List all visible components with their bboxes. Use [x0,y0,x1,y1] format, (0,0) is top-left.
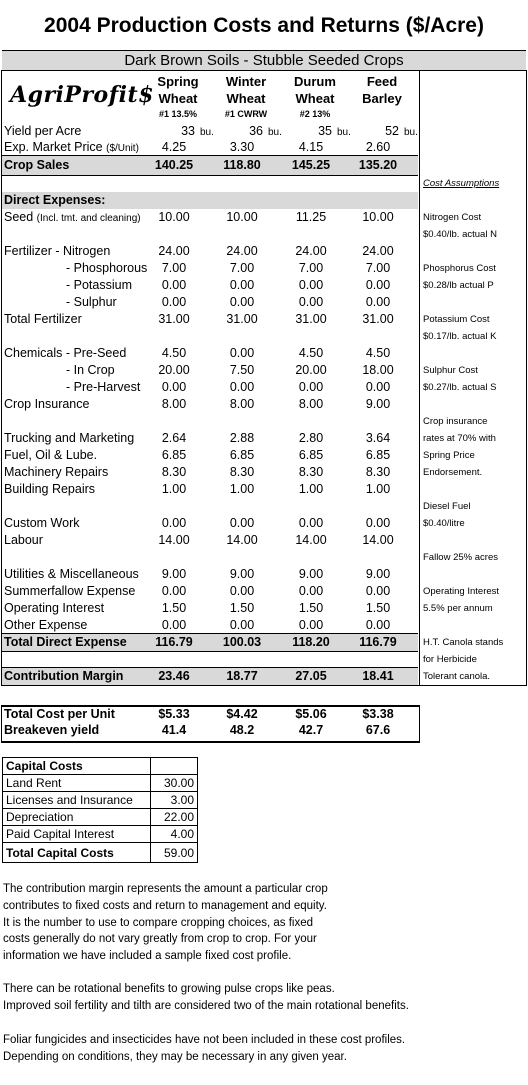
expense-value: 1.50 [298,601,324,615]
expense-value: 8.00 [298,397,324,411]
cost-assumption-line: Sulphur Cost [423,365,478,376]
row-divider [2,651,418,652]
total-direct-label: Total Direct Expense [4,635,127,649]
crop-sales-value: 135.20 [358,158,398,172]
expense-label: Fuel, Oil & Lube. [4,448,98,462]
cost-assumption-line: Operating Interest [423,586,500,597]
expense-value: 0.00 [229,618,255,632]
expense-value: 2.64 [161,431,187,445]
cost-assumption-line: H.T. Canola stands [423,637,504,648]
contribution-value: 27.05 [295,669,327,683]
paragraph: There can be rotational benefits to growing pulse crops like peas. Improved soil fertility and tilth are considered two of the main rotational benefits. [3,983,409,1012]
expense-value: 7.50 [229,363,255,377]
market-price-value: 2.60 [365,140,391,154]
yield-value: 33 [181,124,195,138]
contribution-value: 23.46 [158,669,190,683]
yield-unit: bu. [200,127,214,138]
expense-value: 10.00 [362,210,394,224]
expense-value: 6.85 [365,448,391,462]
expense-value: 8.00 [229,397,255,411]
capital-cost-label: Paid Capital Interest [2,825,151,843]
crop-sales-value: 140.25 [154,158,194,172]
expense-value: 7.00 [365,261,391,275]
expense-value: 4.50 [161,346,187,360]
expense-value: 2.88 [229,431,255,445]
expense-value: 20.00 [295,363,327,377]
expense-label: Labour [4,533,43,547]
cost-assumption-line: Endorsement. [423,467,483,478]
expense-value: 0.00 [161,295,187,309]
total-direct-value: 118.20 [292,635,330,649]
cost-assumption-line: Fallow 25% acres [423,552,498,563]
expense-value: 0.00 [161,516,187,530]
expense-label: Operating Interest [4,601,105,615]
total-direct-value: 116.79 [359,635,397,649]
column-header-line2: Wheat [226,91,266,106]
total-cost-per-unit-label: Total Cost per Unit [4,707,115,721]
cost-assumption-line: $0.40/litre [423,518,465,529]
expense-value: 1.00 [229,482,255,496]
expense-value: 24.00 [295,244,327,258]
expense-value: 0.00 [161,584,187,598]
expense-value: 1.50 [229,601,255,615]
capital-cost-label: Licenses and Insurance [2,791,151,809]
breakeven-yield-value: 41.4 [161,723,187,737]
expense-label: Summerfallow Expense [4,584,136,598]
column-header-line2: Barley [362,91,402,106]
expense-label: Building Repairs [4,482,96,496]
capital-cost-label: Land Rent [2,774,151,792]
crop-sales-value: 118.80 [223,158,261,172]
expense-value: 2.80 [298,431,324,445]
expense-value: 18.00 [362,363,394,377]
expense-value: 8.30 [298,465,324,479]
column-header-line1: Durum [294,74,336,89]
cost-assumption-line: $0.27/lb. actual S [423,382,497,393]
expense-value: 31.00 [295,312,327,326]
expense-value: 9.00 [229,567,255,581]
market-price-value: 4.15 [298,140,324,154]
contribution-value: 18.41 [362,669,394,683]
capital-cost-value: 4.00 [150,825,198,843]
cost-assumption-line: for Herbicide [423,654,477,665]
capital-costs-header-blank [150,757,198,775]
total-cost-per-unit-value: $5.33 [158,707,190,721]
capital-cost-value: 30.00 [150,774,198,792]
crop-sales-value: 145.25 [291,158,331,172]
expense-label: Crop Insurance [4,397,90,411]
breakeven-yield-value: 48.2 [229,723,255,737]
expense-value: 31.00 [226,312,258,326]
market-price-value: 4.25 [161,140,187,154]
expense-value: 1.00 [298,482,324,496]
page-title: 2004 Production Costs and Returns ($/Acre) [44,14,484,37]
crop-sales-label: Crop Sales [4,158,70,172]
breakeven-yield-value: 42.7 [298,723,324,737]
column-header [146,73,210,107]
breakeven-yield-label: Breakeven yield [4,723,100,737]
expense-value: 4.50 [365,346,391,360]
expense-value: 0.00 [365,584,391,598]
total-direct-value: 116.79 [155,635,193,649]
expense-label: - Pre-Harvest [66,380,141,394]
expense-value: 0.00 [365,295,391,309]
expense-label: - In Crop [66,363,115,377]
cost-assumption-line: Crop insurance [423,416,488,427]
expense-value: 0.00 [365,516,391,530]
expense-value: 0.00 [298,516,324,530]
contribution-label: Contribution Margin [4,669,124,683]
expense-label: Total Fertilizer [4,312,82,326]
expense-label: Seed (Incl. tmt. and cleaning) [4,210,141,224]
total-cost-per-unit-value: $3.38 [362,707,394,721]
cost-assumption-line: $0.40/lb. actual N [423,229,497,240]
expense-value: 14.00 [295,533,327,547]
expense-label: - Sulphur [66,295,117,309]
yield-value: 52 [385,124,399,138]
expense-value: 0.00 [229,584,255,598]
expense-value: 0.00 [365,618,391,632]
total-capital-label: Total Capital Costs [2,842,151,863]
yield-unit: bu. [404,127,418,138]
cost-assumption-line: rates at 70% with [423,433,496,444]
column-header [283,73,347,107]
expense-value: 1.50 [365,601,391,615]
cost-assumption-line: Spring Price [423,450,475,461]
expense-value: 0.00 [229,295,255,309]
cost-assumption-line: $0.28/lb actual P [423,280,494,291]
cost-assumption-line: Tolerant canola. [423,671,491,682]
expense-value: 8.30 [229,465,255,479]
yield-value: 35 [318,124,332,138]
expense-value: 8.30 [161,465,187,479]
expense-value: 9.00 [365,567,391,581]
expense-value: 14.00 [226,533,258,547]
expense-value: 4.50 [298,346,324,360]
column-header-line1: Feed [366,74,398,89]
section-subtitle: Dark Brown Soils - Stubble Seeded Crops [2,50,526,71]
column-header-line2: Wheat [295,91,335,106]
expense-value: 7.00 [229,261,255,275]
expense-value: 0.00 [229,380,255,394]
agriprofit-logo: AgriProfit$ [10,82,154,108]
breakeven-yield-value: 67.6 [365,723,391,737]
expense-value: 20.00 [158,363,190,377]
capital-cost-value: 3.00 [150,791,198,809]
capital-cost-value: 22.00 [150,808,198,826]
column-header-line1: Winter [225,74,267,89]
yield-unit: bu. [337,127,351,138]
yield-unit: bu. [268,127,282,138]
paragraph: Foliar fungicides and insecticides have not been included in these cost profiles. Depending on conditions, they may be necessary in any given year. [3,1034,406,1063]
expense-label-note: (Incl. tmt. and cleaning) [36,213,141,224]
column-header [350,73,414,107]
expense-value: 6.85 [229,448,255,462]
expense-value: 9.00 [161,567,187,581]
total-cost-per-unit-value: $4.42 [226,707,258,721]
expense-value: 31.00 [362,312,394,326]
total-capital-value: 59.00 [150,842,198,863]
expense-value: 0.00 [161,618,187,632]
column-grade: #1 CWRW [224,109,268,119]
expense-value: 0.00 [161,380,187,394]
expense-value: 1.00 [365,482,391,496]
expense-value: 1.00 [161,482,187,496]
column-grade: #2 13% [299,109,331,119]
expense-value: 0.00 [298,278,324,292]
expense-value: 14.00 [362,533,394,547]
market-price-label: Exp. Market Price ($/Unit) [4,140,139,154]
expense-value: 11.25 [295,210,327,224]
expense-label: - Potassium [66,278,132,292]
expense-value: 3.64 [365,431,391,445]
expense-value: 0.00 [365,278,391,292]
expense-label: Trucking and Marketing [4,431,135,445]
column-header [214,73,278,107]
expense-value: 10.00 [158,210,190,224]
cost-assumption-line: 5.5% per annum [423,603,493,614]
expense-value: 0.00 [365,380,391,394]
cost-assumption-line: Nitrogen Cost [423,212,482,223]
expense-value: 9.00 [365,397,391,411]
expense-value: 0.00 [298,380,324,394]
expense-value: 7.00 [161,261,187,275]
expense-label: Other Expense [4,618,88,632]
expense-value: 24.00 [226,244,258,258]
total-direct-value: 100.03 [222,635,262,649]
row-divider [2,175,418,176]
capital-cost-label: Depreciation [2,808,151,826]
expense-label: Utilities & Miscellaneous [4,567,139,581]
expense-label: - Phosphorous [66,261,148,275]
total-cost-per-unit-value: $5.06 [295,707,327,721]
cost-assumption-line: Diesel Fuel [423,501,471,512]
expense-value: 0.00 [298,584,324,598]
cost-assumption-line: Phosphorus Cost [423,263,496,274]
expense-value: 0.00 [229,346,255,360]
expense-value: 6.85 [298,448,324,462]
paragraph: The contribution margin represents the amount a particular crop contributes to fixed costs and return to management and equity. It is the number to use to compare cropping choices, as fixed costs generally do not vary greatly from crop to crop. For your information we have included a sample fixed cost profile. [3,883,328,963]
expense-value: 24.00 [362,244,394,258]
expense-value: 0.00 [229,278,255,292]
expense-label: Fertilizer - Nitrogen [4,244,111,258]
yield-label: Yield per Acre [4,124,82,138]
expense-label: Custom Work [4,516,80,530]
direct-expenses-heading: Direct Expenses: [4,193,106,207]
expense-value: 0.00 [298,618,324,632]
expense-value: 8.00 [161,397,187,411]
expense-label: Chemicals - Pre-Seed [4,346,127,360]
market-price-value: 3.30 [229,140,255,154]
expense-value: 7.00 [298,261,324,275]
expense-value: 0.00 [229,516,255,530]
expense-value: 31.00 [158,312,190,326]
column-grade: #1 13.5% [158,109,198,119]
expense-value: 0.00 [161,278,187,292]
expense-value: 9.00 [298,567,324,581]
expense-value: 14.00 [158,533,190,547]
cost-assumption-line: Potassium Cost [423,314,490,325]
expense-value: 1.50 [161,601,187,615]
column-header-line2: Wheat [158,91,198,106]
capital-costs-header: Capital Costs [2,757,151,775]
column-header-line1: Spring [157,74,199,89]
yield-value: 36 [249,124,263,138]
expense-value: 24.00 [158,244,190,258]
expense-value: 0.00 [298,295,324,309]
expense-label: Machinery Repairs [4,465,109,479]
cost-assumptions-heading: Cost Assumptions [423,178,500,189]
expense-value: 10.00 [226,210,258,224]
expense-value: 6.85 [161,448,187,462]
cost-assumption-line: $0.17/lb. actual K [423,331,497,342]
market-price-unit: ($/Unit) [106,143,139,154]
contribution-value: 18.77 [226,669,258,683]
expense-value: 8.30 [365,465,391,479]
